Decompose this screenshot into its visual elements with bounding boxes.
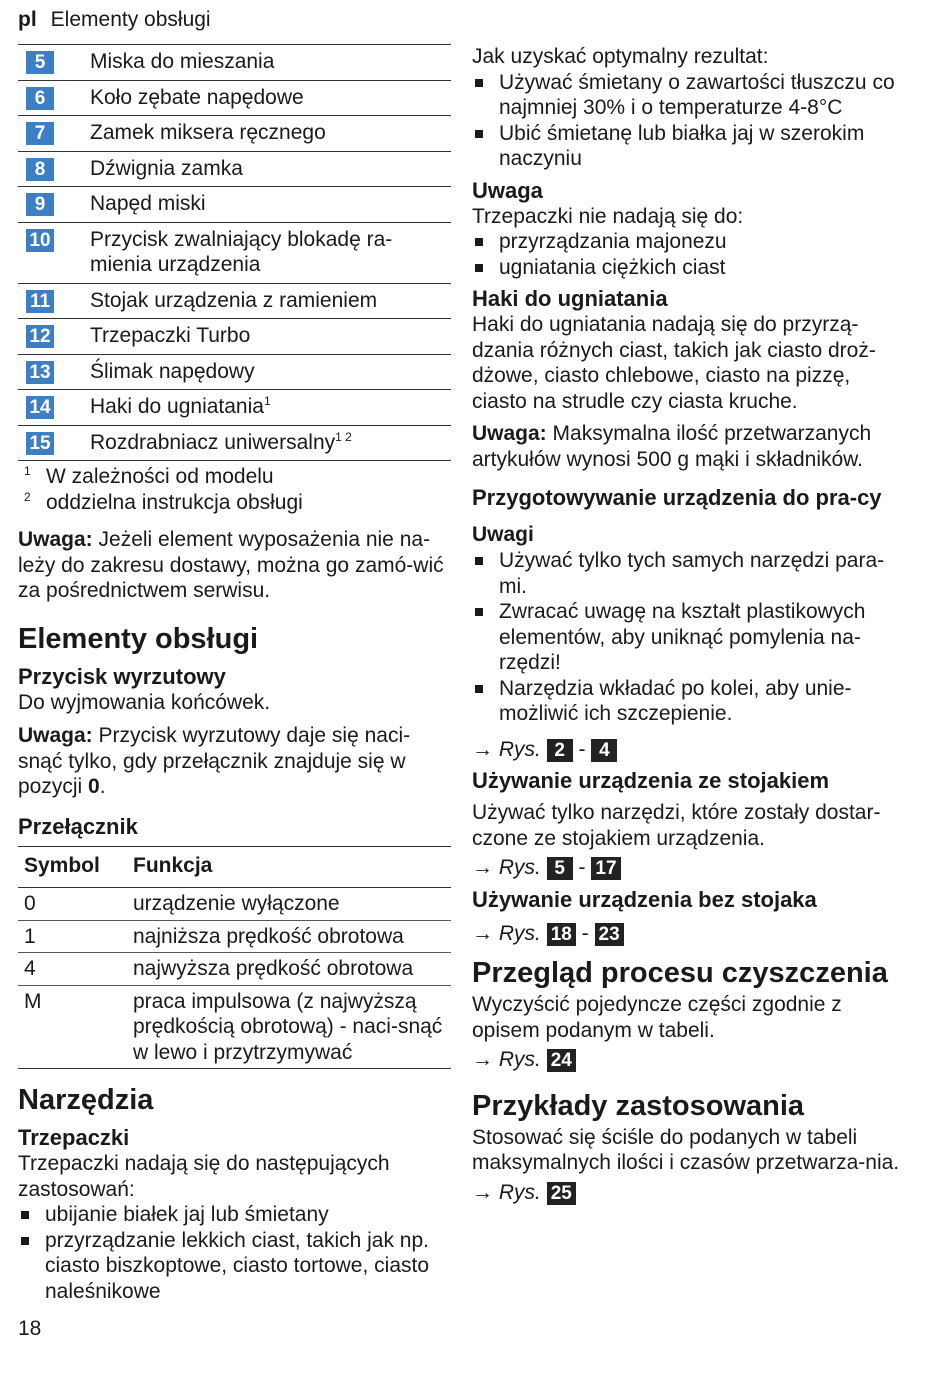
whisk-not-for-list	[472, 229, 907, 280]
list-item: ubijanie białek jaj lub śmietany	[18, 1202, 451, 1228]
figure-ref-25	[472, 1180, 907, 1206]
eject-note-end: .	[99, 775, 106, 798]
switch-function: najniższa prędkość obrotowa	[133, 924, 404, 948]
part-number-badge: 5	[26, 51, 54, 74]
note-label: Uwaga:	[18, 528, 93, 551]
arrow-icon: →	[472, 1180, 493, 1204]
switch-table-header	[18, 847, 451, 889]
list-item: przyrządzanie lekkich ciast, takich jak np. ciasto biszkoptowe, ciasto tortowe, ciasto naleśnikowe	[18, 1228, 451, 1305]
footnote	[18, 490, 451, 516]
hooks-title: Haki do ugniatania	[472, 286, 668, 311]
figure-badge: 4	[591, 739, 617, 762]
eject-text: Do wyjmowania końcówek.	[18, 690, 271, 714]
eject-title: Przycisk wyrzutowy	[18, 663, 226, 689]
list-item: Narzędzia wkładać po kolei, aby unie-możliwić ich szczepienie.	[472, 676, 907, 727]
note-text: Jeżeli element wyposażenia nie na-leży do zakresu dostawy, można go zamó-wić za pośrednictwem serwisu.	[18, 528, 444, 602]
section-title-tools: Narzędzia	[18, 1084, 154, 1116]
stand-title: Używanie urządzenia ze stojakiem	[472, 768, 830, 793]
part-label: Rozdrabniacz uniwersalny	[90, 430, 336, 454]
list-item: przyrządzania majonezu	[472, 229, 907, 255]
hooks-note-label: Uwaga:	[472, 422, 547, 445]
part-number-badge: 12	[26, 325, 54, 348]
switch-title: Przełącznik	[18, 813, 138, 839]
switch-table	[18, 846, 451, 1070]
figure-badge: 18	[547, 923, 576, 946]
arrow-icon: →	[472, 921, 493, 945]
list-item: Zwracać uwagę na kształt plastikowych elementów, aby uniknąć pomylenia na-rzędzi!	[472, 599, 907, 676]
part-number-cell	[18, 49, 90, 75]
hooks-note	[472, 421, 907, 472]
nostand-title: Używanie urządzenia bez stojaka	[472, 886, 817, 912]
part-number-cell	[18, 288, 90, 314]
part-number-cell	[18, 227, 90, 278]
footnote-text: W zależności od modelu	[46, 465, 274, 488]
part-label-cell	[90, 394, 451, 420]
list-item: ugniatania ciężkich ciast	[472, 255, 907, 281]
switch-function: najwyższa prędkość obrotowa	[133, 957, 414, 980]
figure-separator: -	[581, 921, 589, 945]
parts-row	[18, 284, 451, 320]
footnote-mark: 2	[24, 489, 31, 504]
part-number-cell	[18, 323, 90, 349]
part-number-cell	[18, 394, 90, 420]
whisk-text: Trzepaczki nadają się do następujących zastosowań:	[18, 1152, 390, 1201]
list-item: Używać tylko tych samych narzędzi para-mi.	[472, 548, 907, 599]
part-number-cell	[18, 430, 90, 456]
page-number: 18	[18, 1317, 42, 1340]
part-footnote-mark: 1	[263, 394, 271, 408]
prep-title: Przygotowywanie urządzenia do pra-cy	[472, 485, 882, 510]
part-label: Trzepaczki Turbo	[90, 324, 251, 347]
hooks-note-text: Maksymalna ilość przetwarzanych artykułów wynosi 500 g mąki i składników.	[472, 422, 872, 471]
part-label: Przycisk zwalniający blokadę ra-mienia urządzenia	[90, 227, 393, 276]
part-label-cell	[90, 430, 451, 456]
part-label: Ślimak napędowy	[90, 359, 255, 383]
list-item: Ubić śmietanę lub białka jaj w szerokim naczyniu	[472, 121, 907, 172]
part-number-badge: 9	[26, 193, 54, 216]
figure-ref-5-17	[472, 855, 907, 881]
parts-row	[18, 223, 451, 284]
part-number-badge: 7	[26, 122, 54, 145]
eject-note-pos: 0	[88, 775, 100, 798]
footnote-mark: 1	[24, 464, 31, 478]
part-number-cell	[18, 191, 90, 217]
switch-symbol: 1	[24, 924, 36, 948]
footnote-mark-cell	[18, 490, 46, 516]
switch-row	[18, 888, 451, 921]
switch-function: urządzenie wyłączone	[133, 892, 340, 915]
part-number-badge: 8	[26, 158, 54, 181]
part-label: Zamek miksera ręcznego	[90, 121, 326, 144]
part-number-cell	[18, 359, 90, 385]
optimal-title: Jak uzyskać optymalny rezultat:	[472, 45, 769, 68]
section-title-examples: Przykłady zastosowania	[472, 1089, 805, 1122]
arrow-icon: →	[472, 856, 493, 879]
prep-notes-title: Uwagi	[472, 523, 534, 546]
part-label: Dźwignia zamka	[90, 156, 243, 180]
part-number-badge: 13	[26, 361, 54, 384]
whisk-title: Trzepaczki	[18, 1125, 130, 1150]
examples-text: Stosować się ściśle do podanych w tabeli maksymalnych ilości i czasów przetwarza-nia.	[472, 1125, 900, 1174]
whisk-note-title: Uwaga	[472, 177, 543, 203]
parts-row	[18, 319, 451, 355]
part-label-cell	[90, 191, 451, 217]
cleaning-text: Wyczyścić pojedyncze części zgodnie z opisem podanym w tabeli.	[472, 993, 842, 1042]
eject-note-text: Przycisk wyrzutowy daje się naci-snąć tylko, gdy przełącznik znajduje się w pozycji	[18, 724, 411, 798]
parts-row	[18, 355, 451, 391]
part-label: Miska do mieszania	[90, 50, 275, 73]
optimal-list	[472, 70, 907, 172]
figure-ref-24	[472, 1047, 907, 1073]
part-footnote-mark: 1 2	[335, 429, 352, 444]
figure-ref-18-23	[472, 921, 907, 947]
switch-row	[18, 921, 451, 954]
figure-badge: 23	[595, 923, 624, 946]
figure-separator: -	[578, 737, 586, 761]
switch-row	[18, 953, 451, 986]
switch-symbol: M	[24, 989, 42, 1013]
left-column	[18, 44, 451, 1304]
figure-badge: 2	[547, 739, 573, 762]
figure-label: Rys.	[498, 737, 541, 761]
arrow-icon: →	[472, 737, 493, 761]
whisk-note-text: Trzepaczki nie nadają się do:	[472, 204, 744, 228]
figure-label: Rys.	[498, 856, 541, 879]
footnote-mark-cell	[18, 464, 46, 490]
accessory-note	[18, 527, 451, 604]
figure-badge: 24	[547, 1049, 576, 1072]
figure-label: Rys.	[498, 1180, 541, 1204]
part-number-badge: 6	[26, 87, 54, 110]
part-label-cell	[90, 323, 451, 349]
right-column	[472, 44, 907, 1205]
switch-symbol: 0	[24, 892, 36, 915]
figure-label: Rys.	[498, 1048, 541, 1071]
arrow-icon: →	[472, 1048, 493, 1071]
part-label-cell	[90, 85, 451, 111]
part-number-badge: 10	[26, 229, 54, 252]
part-number-badge: 11	[26, 290, 54, 313]
list-item: Używać śmietany o zawartości tłuszczu co najmniej 30% i o temperaturze 4-8°C	[472, 70, 907, 121]
section-title-controls: Elementy obsługi	[18, 622, 259, 655]
eject-note-label: Uwaga:	[18, 724, 93, 747]
footnote-text: oddzielna instrukcja obsługi	[46, 490, 303, 514]
part-label: Napęd miski	[90, 192, 206, 215]
whisk-uses-list	[18, 1202, 451, 1304]
figure-label: Rys.	[498, 921, 541, 945]
part-number-cell	[18, 120, 90, 146]
switch-row	[18, 986, 451, 1070]
stand-text: Używać tylko narzędzi, które zostały dostar-czone ze stojakiem urządzenia.	[472, 801, 881, 850]
part-label-cell	[90, 49, 451, 75]
parts-row	[18, 426, 451, 462]
part-label: Koło zębate napędowe	[90, 85, 304, 109]
parts-row	[18, 116, 451, 152]
figure-separator: -	[578, 856, 586, 879]
figure-ref-2-4	[472, 737, 907, 763]
part-label-cell	[90, 120, 451, 146]
part-label-cell	[90, 156, 451, 182]
part-number-badge: 15	[26, 432, 54, 455]
switch-head-symbol: Symbol	[24, 853, 100, 877]
part-number-cell	[18, 156, 90, 182]
figure-badge: 17	[591, 857, 620, 880]
figure-badge: 5	[547, 857, 573, 880]
language-code: pl	[18, 8, 37, 31]
parts-row	[18, 390, 451, 426]
footnotes	[18, 464, 451, 515]
part-label: Stojak urządzenia z ramieniem	[90, 288, 378, 312]
switch-symbol: 4	[24, 957, 36, 980]
header-title: Elementy obsługi	[50, 8, 211, 31]
part-label-cell	[90, 359, 451, 385]
part-number-badge: 14	[26, 396, 54, 419]
part-label-cell	[90, 288, 451, 314]
figure-badge: 25	[547, 1182, 576, 1205]
switch-head-function: Funkcja	[133, 853, 213, 877]
prep-notes-list	[472, 548, 907, 727]
section-title-cleaning: Przegląd procesu czyszczenia	[472, 957, 888, 989]
switch-function: praca impulsowa (z najwyższą prędkością obrotową) - naci-snąć w lewo i przytrzymywać	[133, 989, 443, 1064]
parts-row	[18, 45, 451, 81]
footnote	[18, 464, 451, 490]
eject-note	[18, 723, 451, 800]
part-label-cell	[90, 227, 451, 278]
parts-table	[18, 44, 451, 461]
page-header	[18, 6, 211, 34]
hooks-text: Haki do ugniatania nadają się do przyrzą-dzania różnych ciast, takich jak ciasto droż-dżowe, ciasto chlebowe, ciasto na pizzę, ciasto na strudle czy ciasta kruche.	[472, 313, 876, 413]
parts-row	[18, 81, 451, 117]
part-label: Haki do ugniatania	[90, 395, 264, 418]
part-number-cell	[18, 85, 90, 111]
parts-row	[18, 187, 451, 223]
parts-row	[18, 152, 451, 188]
